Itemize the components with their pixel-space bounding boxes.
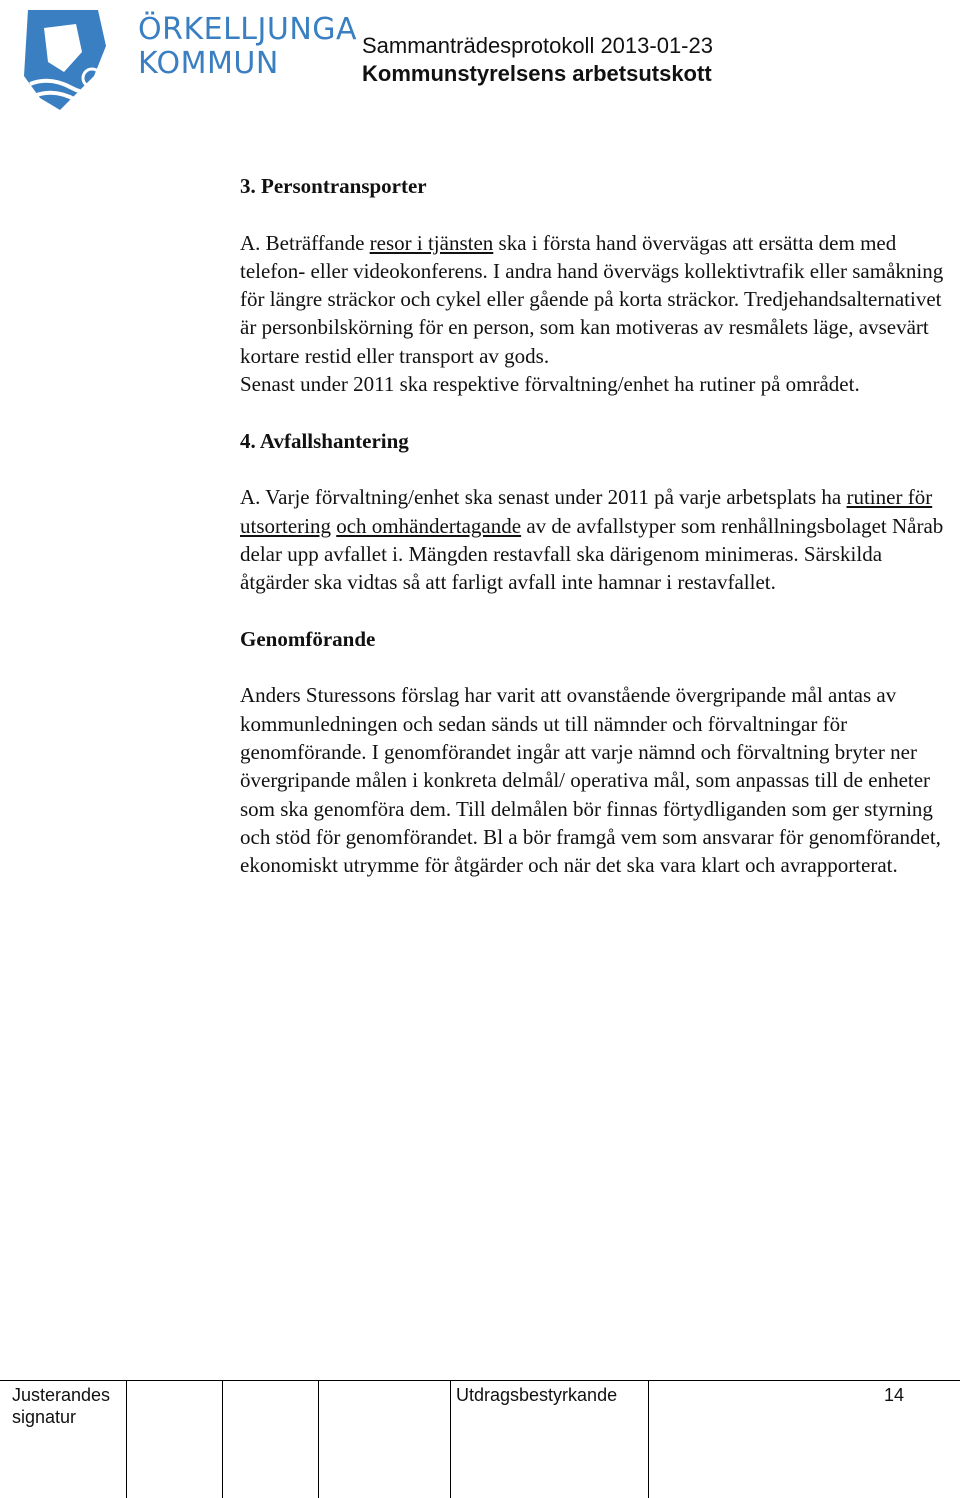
section-heading-avfallshantering: 4. Avfallshantering — [240, 428, 409, 453]
document-body — [240, 172, 946, 879]
signature-label-line1: Justerandes — [12, 1385, 111, 1405]
signature-footer — [0, 1380, 960, 1498]
document-header — [362, 32, 713, 88]
paragraph-persontransporter-a — [240, 229, 946, 370]
paragraph-genomforande: Anders Sturessons förslag har varit att ovanstående övergripande mål antas av kommunledningen och sedan sänds ut till nämnder och förvaltningar för genomförande. I genomförandet ingår att varje nämnd och förvaltning bryter ner övergripande målen i konkreta delmål/ operativa mål, som anpassas till de enheter som ska genomföra dem. Till delmålen bör finnas förtydliganden som ger styrning och stöd för genomförandet. Bl a bör framgå vem som ansvarar för genomförandet, ekonomiskt utrymme för åtgärder och när det ska vara klart och avrapporterat. — [240, 683, 941, 878]
section-heading-genomforande: Genomförande — [240, 626, 376, 651]
underlined-term-utsortering: rutiner för utsortering — [240, 485, 933, 538]
excerpt-label: Utdragsbestyrkande — [456, 1385, 618, 1405]
footer-cell-border — [450, 1380, 451, 1498]
section-heading-persontransporter: 3. Persontransporter — [240, 174, 427, 198]
text: ska i första hand övervägas att ersätta dem med telefon- eller videokonferens. I andra hand övervägs kollektivtrafik eller samåkning för längre sträckor och cykel eller gående på korta sträckor. Tredjehandsalternativet är personbilskörning för en person, som kan motiveras av resmålets läge, avsevärt kortare restid eller transport av gods. — [240, 230, 944, 368]
text: av de avfallstyper som renhållningsbolaget Nårab delar upp avfallet i. Mängden restavfall ska därigenom minimeras. Särskilda åtgärder ska vidtas så att farligt avfall inte hamnar i restavfallet. — [240, 513, 944, 595]
logo-text-line2: KOMMUN — [138, 46, 279, 81]
underlined-term-resor: resor i tjänsten — [369, 230, 494, 255]
footer-cell-border — [648, 1380, 649, 1498]
signature-label — [12, 1384, 110, 1428]
bell-emblem-icon — [20, 6, 130, 116]
paragraph-avfallshantering-a — [240, 483, 946, 596]
footer-cell-border — [318, 1380, 319, 1498]
signature-label-line2: signatur — [12, 1407, 77, 1427]
paragraph-persontransporter-deadline: Senast under 2011 ska respektive förvaltning/enhet ha rutiner på området. — [240, 372, 860, 397]
logo-text-line1: ÖRKELLJUNGA — [138, 12, 358, 47]
committee-name: Kommunstyrelsens arbetsutskott — [362, 61, 712, 86]
underlined-term-omhandertagande: och omhändertagande — [336, 513, 522, 538]
footer-cell-border — [222, 1380, 223, 1498]
protocol-title: Sammanträdesprotokoll 2013-01-23 — [362, 33, 713, 58]
text: A. Beträffande — [240, 230, 370, 255]
text: A. Varje förvaltning/enhet ska senast under 2011 på varje arbetsplats ha — [240, 485, 847, 510]
municipality-logo — [20, 6, 358, 116]
footer-cell-border — [126, 1380, 127, 1498]
footer-divider — [0, 1380, 960, 1381]
page-number: 14 — [884, 1385, 905, 1405]
